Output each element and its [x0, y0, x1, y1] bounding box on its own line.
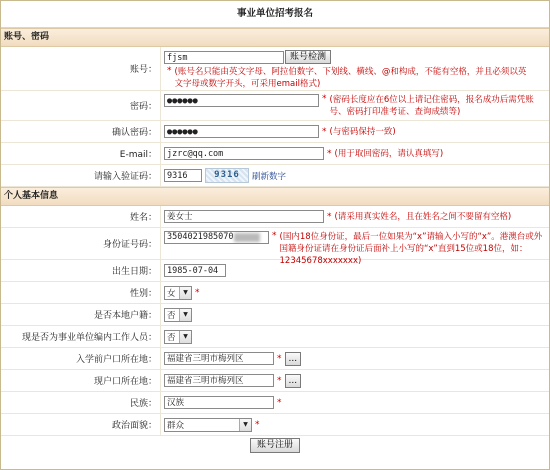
required-mark: * — [277, 397, 282, 408]
political-status-row — [1, 414, 549, 436]
gender-label: 性别： — [1, 282, 161, 303]
captcha-input[interactable]: 9316 — [164, 169, 202, 182]
page-title: 事业单位招考报名 — [1, 1, 549, 28]
section-personal-header: 个人基本信息 — [1, 187, 549, 206]
chevron-down-icon: ▼ — [179, 331, 191, 343]
account-label: 账号： — [1, 47, 161, 90]
captcha-row — [1, 165, 549, 187]
required-mark: * — [327, 148, 332, 159]
required-mark: * — [277, 375, 282, 386]
id-number-label: 身份证号码： — [1, 228, 161, 259]
current-household-label: 现户口所在地： — [1, 370, 161, 391]
ethnicity-label: 民族： — [1, 392, 161, 413]
local-household-select[interactable] — [164, 308, 192, 322]
gender-select[interactable] — [164, 286, 192, 300]
confirm-password-hint: (与密码保持一致) — [329, 126, 396, 137]
register-button[interactable]: 账号注册 — [250, 438, 300, 453]
account-input[interactable]: fjsm — [164, 51, 284, 64]
birth-date-input[interactable]: 1985-07-04 — [164, 264, 226, 277]
id-number-input[interactable] — [164, 231, 269, 244]
captcha-image: 9316 — [205, 168, 249, 183]
redacted-digits — [234, 233, 260, 242]
required-mark: * — [277, 353, 282, 364]
public-staff-row — [1, 326, 549, 348]
political-status-select[interactable] — [164, 418, 252, 432]
birth-date-row — [1, 260, 549, 282]
captcha-label: 请输入验证码： — [1, 165, 161, 186]
current-household-input[interactable]: 福建省三明市梅列区 — [164, 374, 274, 387]
chevron-down-icon: ▼ — [179, 287, 191, 299]
required-mark: * — [255, 419, 260, 430]
pre-school-household-label: 入学前户口所在地： — [1, 348, 161, 369]
political-status-label: 政治面貌： — [1, 414, 161, 435]
email-row — [1, 143, 549, 165]
ethnicity-input[interactable]: 汉族 — [164, 396, 274, 409]
birth-date-label: 出生日期： — [1, 260, 161, 281]
public-staff-value: 否 — [167, 332, 176, 343]
password-row — [1, 91, 549, 121]
refresh-captcha-link[interactable]: 刷新数字 — [252, 171, 287, 182]
id-number-value: 3504021985070 — [167, 232, 234, 242]
password-hint: (密码长度应在6位以上请记住密码，报名成功后需凭账号、密码打印准考证、查询成绩等) — [329, 95, 534, 117]
chevron-down-icon: ▼ — [239, 419, 251, 431]
confirm-password-label: 确认密码： — [1, 121, 161, 142]
current-household-browse-button[interactable]: ... — [285, 374, 302, 388]
required-mark: * — [167, 66, 172, 76]
pre-school-household-browse-button[interactable]: ... — [285, 352, 302, 366]
id-number-hint: (国内18位身份证，最后一位如果为“x”请输入小写的“x”。港澳台或外国籍身份证请在身份证后面补上小写的“x”直到15位或18位，如：12345678xxxxxxx) — [279, 232, 543, 266]
current-household-row — [1, 370, 549, 392]
required-mark: * — [272, 231, 277, 241]
account-hint: (账号名只能由英文字母、阿拉伯数字、下划线、横线、@和构成，不能有空格，并且必须以英文字母或数字开头，可采用email格式) — [174, 67, 527, 89]
section-account-header: 账号、密码 — [1, 28, 549, 47]
form-footer — [1, 436, 549, 454]
confirm-password-row — [1, 121, 549, 143]
public-staff-select[interactable] — [164, 330, 192, 344]
password-input[interactable]: ●●●●●● — [164, 94, 319, 107]
gender-value: 女 — [167, 288, 176, 299]
public-staff-label: 现是否为事业单位编内工作人员： — [1, 326, 161, 347]
email-label: E-mail： — [1, 143, 161, 164]
local-household-label: 是否本地户籍： — [1, 304, 161, 325]
password-label: 密码： — [1, 91, 161, 120]
required-mark: * — [327, 211, 332, 222]
political-status-value: 群众 — [167, 420, 185, 431]
required-mark: * — [322, 94, 327, 104]
ethnicity-row — [1, 392, 549, 414]
account-row — [1, 47, 549, 91]
confirm-password-input[interactable]: ●●●●●● — [164, 125, 319, 138]
required-mark: * — [195, 287, 200, 298]
name-input[interactable]: 姜女士 — [164, 210, 324, 223]
name-label: 姓名： — [1, 206, 161, 227]
email-hint: (用于取回密码，请认真填写) — [334, 148, 444, 159]
name-hint: (请采用真实姓名，且在姓名之间不要留有空格) — [334, 211, 512, 222]
pre-school-household-row — [1, 348, 549, 370]
local-household-row — [1, 304, 549, 326]
required-mark: * — [322, 126, 327, 137]
chevron-down-icon: ▼ — [179, 309, 191, 321]
local-household-value: 否 — [167, 310, 176, 321]
email-input[interactable]: jzrc@qq.com — [164, 147, 324, 160]
pre-school-household-input[interactable]: 福建省三明市梅列区 — [164, 352, 274, 365]
account-check-button[interactable]: 账号检测 — [285, 50, 331, 64]
name-row — [1, 206, 549, 228]
gender-row — [1, 282, 549, 304]
id-number-row — [1, 228, 549, 266]
